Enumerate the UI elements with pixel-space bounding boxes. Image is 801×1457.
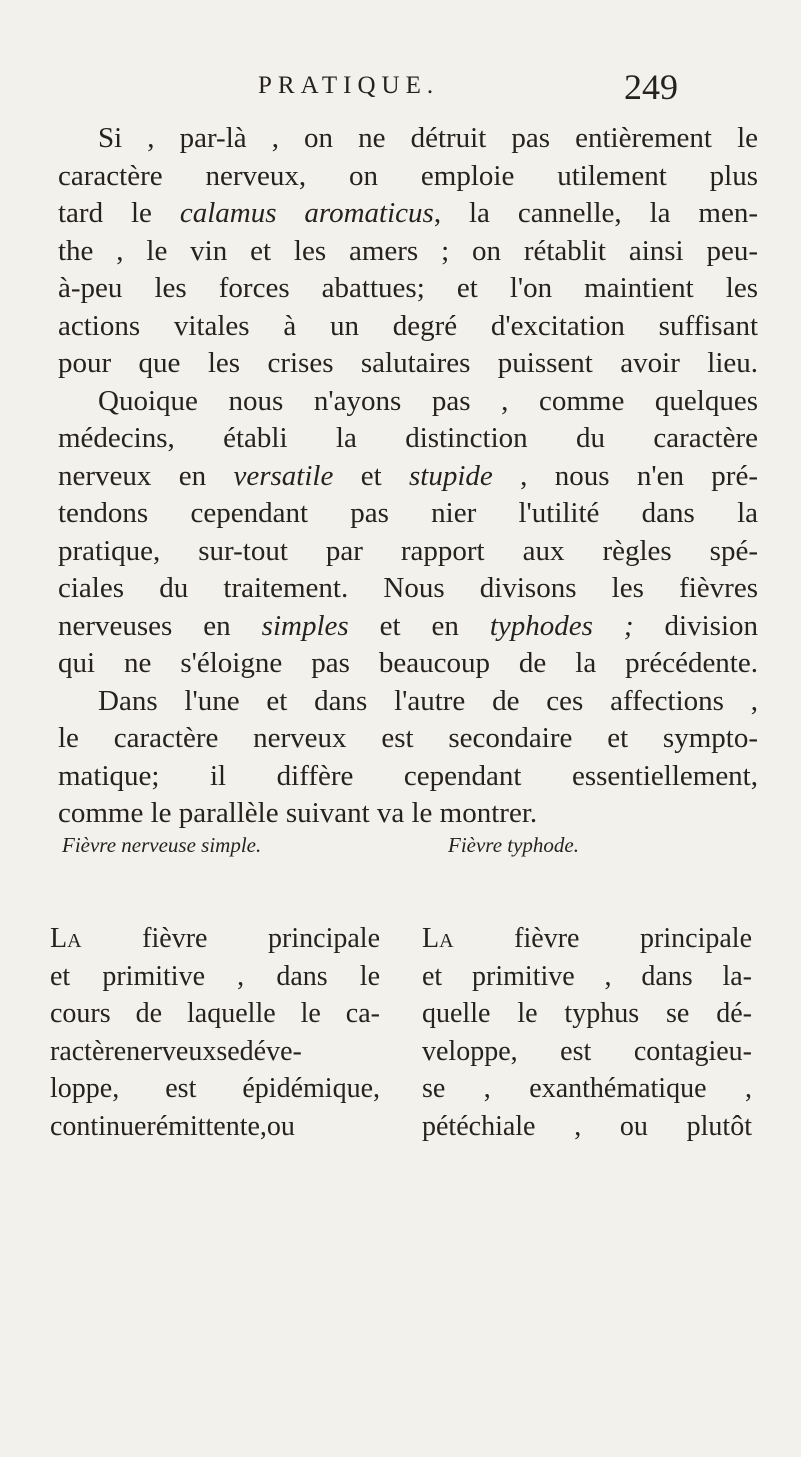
text-line: pratique, sur-tout par rapport aux règles spé-	[58, 534, 758, 567]
text-line: matique; il diffère cependant essentiellement,	[58, 759, 758, 792]
text-line: tendons cependant pas nier l'utilité dans la	[58, 497, 758, 529]
text-line: nerveuses en simples et en typhodes ; division	[58, 609, 758, 642]
text-line: médecins, établi la distinction du caractère	[58, 422, 758, 454]
text-line: Quoique nous n'ayons pas , comme quelques	[98, 384, 758, 417]
text-line: actions vitales à un degré d'excitation suffisant	[58, 309, 758, 342]
text-line: nerveux en versatile et stupide , nous n'en pré-	[58, 459, 758, 492]
text-line: caractère nerveux, on emploie utilement plus	[58, 159, 758, 192]
column-line: quelle le typhus se dé-	[422, 998, 752, 1029]
text-line: Si , par-là , on ne détruit pas entièrement le	[98, 122, 758, 154]
text-line: qui ne s'éloigne pas beaucoup de la précédente.	[58, 647, 758, 679]
paragraph-1	[58, 120, 758, 383]
italic-term: simples	[261, 609, 349, 642]
italic-term: typhodes ;	[489, 609, 634, 642]
column-line: ractèrenerveuxsedéve-	[50, 1035, 302, 1067]
italic-term: versatile	[233, 459, 334, 492]
text-line: tard le calamus aromaticus, la cannelle, la men-	[58, 197, 758, 229]
italic-term: calamus aromaticus	[179, 197, 434, 229]
column-line: La fièvre principale	[50, 923, 380, 954]
column-line: se , exanthématique ,	[422, 1073, 752, 1104]
smallcaps-word: La	[422, 923, 454, 954]
column-title: Fièvre typhode.	[448, 833, 579, 857]
paragraph-3	[58, 683, 758, 833]
column-line: pétéchiale , ou plutôt	[422, 1110, 752, 1142]
column-line: continuerémittente,ou	[50, 1110, 295, 1142]
column-typhoid-fever	[422, 830, 752, 1145]
column-title: Fièvre nerveuse simple.	[62, 833, 262, 857]
text-line: le caractère nerveux est secondaire et sympto-	[58, 722, 758, 754]
running-title: PRATIQUE.	[258, 72, 440, 99]
text-line: à-peu les forces abattues; et l'on maintient les	[58, 272, 758, 304]
text-line: the , le vin et les amers ; on rétablit ainsi peu-	[58, 234, 758, 267]
parallel-columns	[50, 830, 760, 1250]
column-simple-fever	[50, 830, 380, 1145]
text-line: Dans l'une et dans l'autre de ces affections ,	[98, 684, 758, 717]
paragraph-2	[58, 383, 758, 683]
page-number: 249	[624, 67, 678, 107]
text-line: ciales du traitement. Nous divisons les fièvres	[58, 572, 758, 604]
smallcaps-word: La	[50, 923, 82, 954]
column-line: La fièvre principale	[422, 923, 752, 954]
text-line: pour que les crises salutaires puissent avoir lieu.	[58, 347, 758, 379]
page-header	[258, 67, 678, 112]
column-line: loppe, est épidémique,	[50, 1073, 380, 1104]
column-line: et primitive , dans le	[50, 960, 380, 992]
body-text	[58, 120, 758, 833]
italic-term: stupide	[408, 459, 493, 492]
column-line: et primitive , dans la-	[422, 960, 752, 992]
column-line: cours de laquelle le ca-	[50, 998, 380, 1029]
column-line: veloppe, est contagieu-	[422, 1035, 752, 1067]
text-line: comme le parallèle suivant va le montrer.	[58, 797, 538, 829]
